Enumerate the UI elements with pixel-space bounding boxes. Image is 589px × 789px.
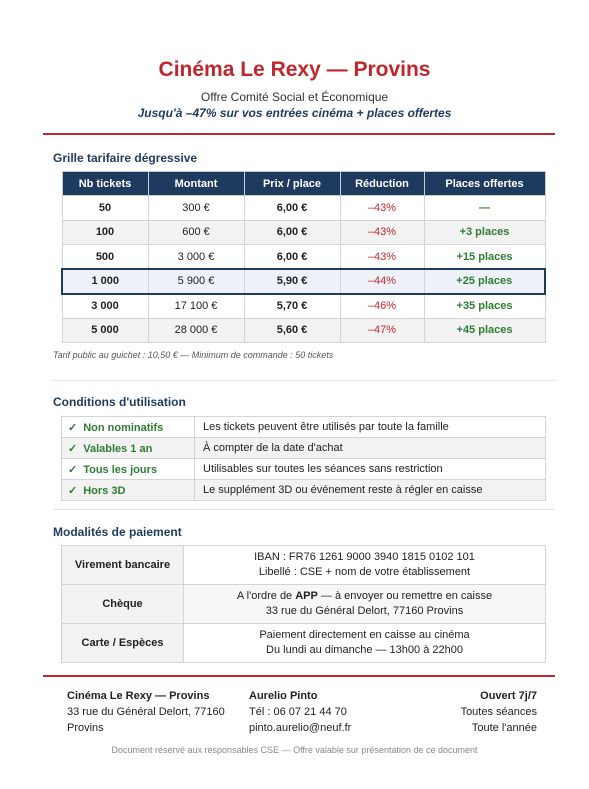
discount-cell: –44% (340, 269, 424, 294)
footer-hours (461, 688, 537, 736)
footer-divider (43, 675, 555, 677)
amount-cell: 17 100 € (148, 294, 244, 319)
section-divider (53, 509, 555, 510)
checkmark-icon: ✓ (68, 421, 78, 434)
condition-label-text: Hors 3D (83, 484, 126, 497)
payee-name: APP (295, 590, 318, 602)
payment-row (62, 546, 546, 585)
condition-text: Utilisables sur toutes les séances sans restriction (195, 459, 546, 480)
footer-phone: Tél : 06 07 21 44 70 (249, 706, 347, 718)
free-places-cell: +25 places (424, 269, 545, 294)
amount-cell: 300 € (148, 196, 244, 221)
checkmark-icon: ✓ (68, 442, 78, 455)
footer-hours-line: Toute l'année (471, 722, 537, 734)
payment-line (184, 589, 545, 604)
payment-method-label: Virement bancaire (62, 546, 184, 585)
pricing-row (62, 196, 545, 221)
footer-email[interactable]: pinto.aurelio@neuf.fr (249, 722, 352, 734)
pricing-row (62, 245, 545, 270)
condition-label (62, 459, 195, 480)
free-places-cell: +3 places (424, 220, 545, 245)
free-places-cell: +15 places (424, 245, 545, 270)
condition-text: Les tickets peuvent être utilisés par toute la famille (195, 417, 546, 438)
condition-label-text: Non nominatifs (83, 421, 164, 434)
payment-row (62, 585, 546, 624)
price-cell: 6,00 € (244, 220, 340, 245)
payment-line: IBAN : FR76 1261 9000 3940 1815 0102 101 (254, 551, 475, 563)
price-cell: 5,90 € (244, 269, 340, 294)
condition-label (62, 438, 195, 459)
payment-table (61, 545, 546, 663)
payment-details (184, 585, 546, 624)
amount-cell: 3 000 € (148, 245, 244, 270)
conditions-section-title: Conditions d'utilisation (53, 395, 186, 409)
page-title: Cinéma Le Rexy — Provins (158, 58, 431, 81)
payee-prefix: A l'ordre de (236, 590, 296, 602)
payee-suffix: — à envoyer ou remettre en caisse (317, 590, 493, 602)
condition-text: Le supplément 3D ou événement reste à régler en caisse (195, 480, 546, 501)
condition-label-text: Tous les jours (83, 463, 157, 476)
pricing-header-row (62, 172, 545, 196)
footer-address-line: Provins (67, 722, 104, 734)
price-cell: 5,60 € (244, 318, 340, 343)
col-header-free-places: Places offertes (424, 172, 545, 196)
col-header-tickets: Nb tickets (62, 172, 148, 196)
footer-disclaimer: Document réservé aux responsables CSE — Offre valable sur présentation de ce document (111, 745, 478, 755)
pricing-note: Tarif public au guichet : 10,50 € — Minimum de commande : 50 tickets (53, 350, 334, 360)
footer-hours-title: Ouvert 7j/7 (480, 690, 537, 702)
tickets-cell: 500 (62, 245, 148, 270)
footer-address-line: 33 rue du Général Delort, 77160 (67, 706, 225, 718)
footer-contact-name: Aurelio Pinto (249, 690, 318, 702)
page-subtitle: Offre Comité Social et Économique (200, 90, 389, 104)
condition-row (62, 459, 546, 480)
payment-line: Libellé : CSE + nom de votre établissement (258, 566, 471, 578)
col-header-price: Prix / place (244, 172, 340, 196)
footer-hours-line: Toutes séances (460, 706, 537, 718)
section-divider (53, 380, 555, 381)
footer-cinema-info (67, 688, 225, 736)
payment-details (184, 624, 546, 663)
condition-text: À compter de la date d'achat (195, 438, 546, 459)
pricing-row (62, 294, 545, 319)
condition-label-text: Valables 1 an (83, 442, 153, 455)
col-header-discount: Réduction (340, 172, 424, 196)
tickets-cell: 3 000 (62, 294, 148, 319)
discount-cell: –43% (340, 245, 424, 270)
price-cell: 5,70 € (244, 294, 340, 319)
footer-cinema-name: Cinéma Le Rexy — Provins (67, 690, 210, 702)
footer-contact (249, 688, 351, 736)
pricing-section-title: Grille tarifaire dégressive (53, 151, 198, 165)
payment-section-title: Modalités de paiement (53, 525, 182, 539)
checkmark-icon: ✓ (68, 463, 78, 476)
pricing-table (61, 171, 546, 343)
tickets-cell: 5 000 (62, 318, 148, 343)
header-divider (43, 133, 555, 135)
tickets-cell: 100 (62, 220, 148, 245)
discount-cell: –47% (340, 318, 424, 343)
amount-cell: 28 000 € (148, 318, 244, 343)
offer-tagline: Jusqu'à –47% sur vos entrées cinéma + places offertes (137, 106, 452, 120)
payment-method-label: Chèque (62, 585, 184, 624)
pricing-row (62, 220, 545, 245)
pricing-row-highlighted (62, 269, 545, 294)
condition-label (62, 417, 195, 438)
pricing-row (62, 318, 545, 343)
tickets-cell: 1 000 (62, 269, 148, 294)
payment-line: 33 rue du Général Delort, 77160 Provins (265, 605, 464, 617)
payment-line: Du lundi au dimanche — 13h00 à 22h00 (266, 644, 463, 656)
free-places-cell: +35 places (424, 294, 545, 319)
discount-cell: –43% (340, 220, 424, 245)
condition-row (62, 480, 546, 501)
tickets-cell: 50 (62, 196, 148, 221)
checkmark-icon: ✓ (68, 484, 78, 497)
condition-row (62, 417, 546, 438)
amount-cell: 600 € (148, 220, 244, 245)
price-cell: 6,00 € (244, 245, 340, 270)
free-places-cell: — (424, 196, 545, 221)
payment-details (184, 546, 546, 585)
free-places-cell: +45 places (424, 318, 545, 343)
payment-line: Paiement directement en caisse au cinéma (259, 629, 470, 641)
price-cell: 6,00 € (244, 196, 340, 221)
payment-row (62, 624, 546, 663)
condition-label (62, 480, 195, 501)
col-header-amount: Montant (148, 172, 244, 196)
amount-cell: 5 900 € (148, 269, 244, 294)
conditions-table (61, 416, 546, 501)
payment-method-label: Carte / Espèces (62, 624, 184, 663)
discount-cell: –43% (340, 196, 424, 221)
discount-cell: –46% (340, 294, 424, 319)
condition-row (62, 438, 546, 459)
